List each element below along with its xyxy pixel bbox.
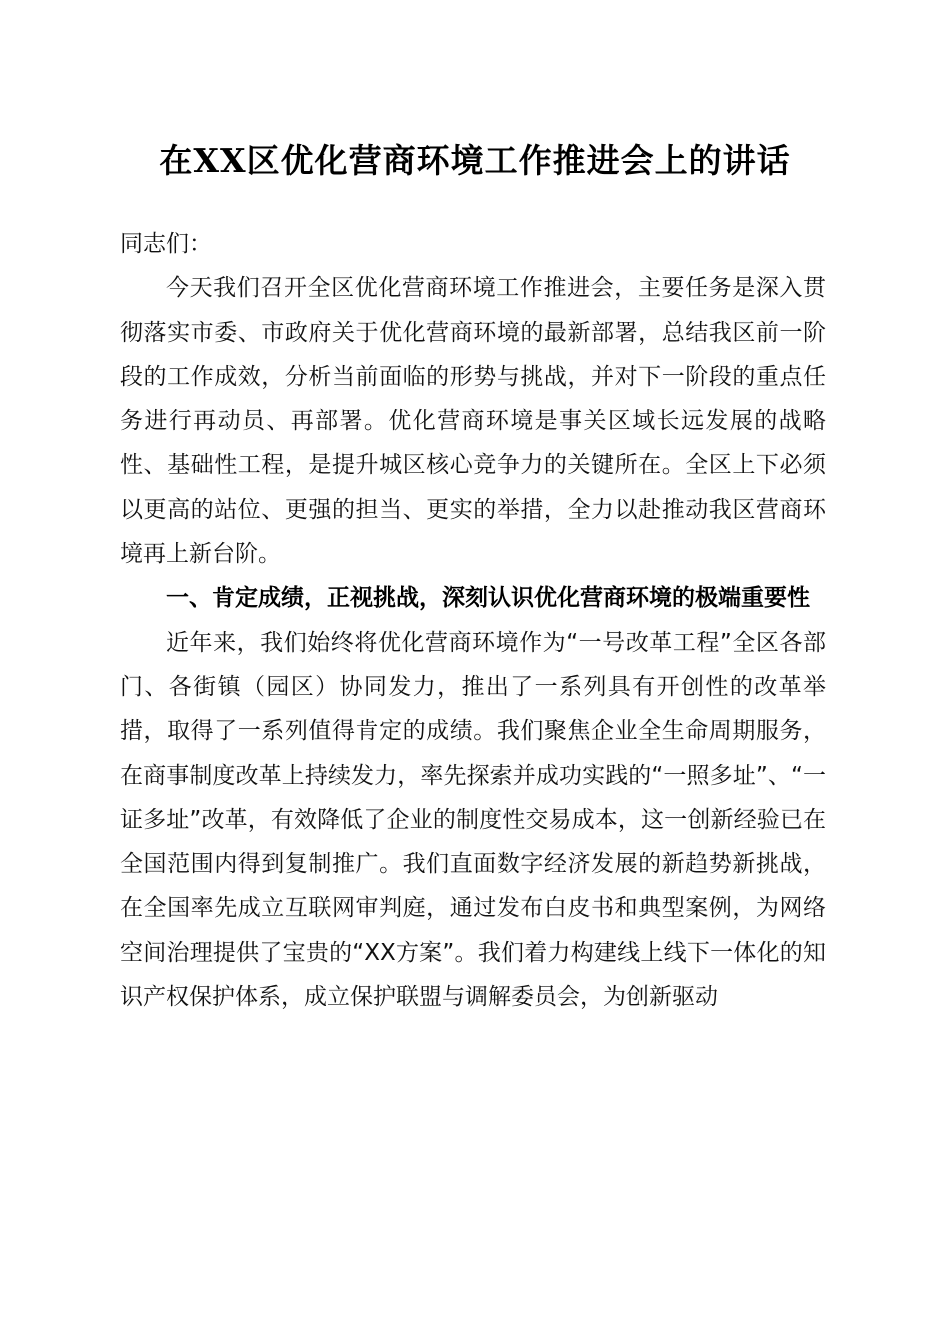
document-title: 在XX区优化营商环境工作推进会上的讲话 [159, 141, 791, 180]
paragraph-achievements: 近年来，我们始终将优化营商环境作为“一号改革工程”全区各部门、各街镇（园区）协同发力，推出了一系列具有开创性的改革举措，取得了一系列值得肯定的成绩。我们聚焦企业全生命周期服务，在商事制度改革上持续发力，率先探索并成功实践的“一照多址”、“一证多址”改革，有效降低了企业的制度性交易成本，这一创新经验已在全国范围内得到复制推广。我们直面数字经济发展的新趋势新挑战，在全国率先成立互联网审判庭，通过发布白皮书和典型案例，为网络空间治理提供了宝贵的“XX方案”。我们着力构建线上线下一体化的知识产权保护体系，成立保护联盟与调解委员会，为创新驱动 [120, 629, 826, 1011]
salutation: 同志们： [120, 231, 212, 257]
paragraph-intro: 今天我们召开全区优化营商环境工作推进会，主要任务是深入贯彻落实市委、市政府关于优化营商环境的最新部署，总结我区前一阶段的工作成效，分析当前面临的形势与挑战，并对下一阶段的重点任务进行再动员、再部署。优化营商环境是事关区域长远发展的战略性、基础性工程，是提升城区核心竞争力的关键所在。全区上下必须以更高的站位、更强的担当、更实的举措，全力以赴推动我区营商环境再上新台阶。 [120, 275, 826, 568]
section-heading-1: 一、肯定成绩，正视挑战，深刻认识优化营商环境的极端重要性 [166, 585, 810, 612]
document-body [120, 222, 826, 1019]
